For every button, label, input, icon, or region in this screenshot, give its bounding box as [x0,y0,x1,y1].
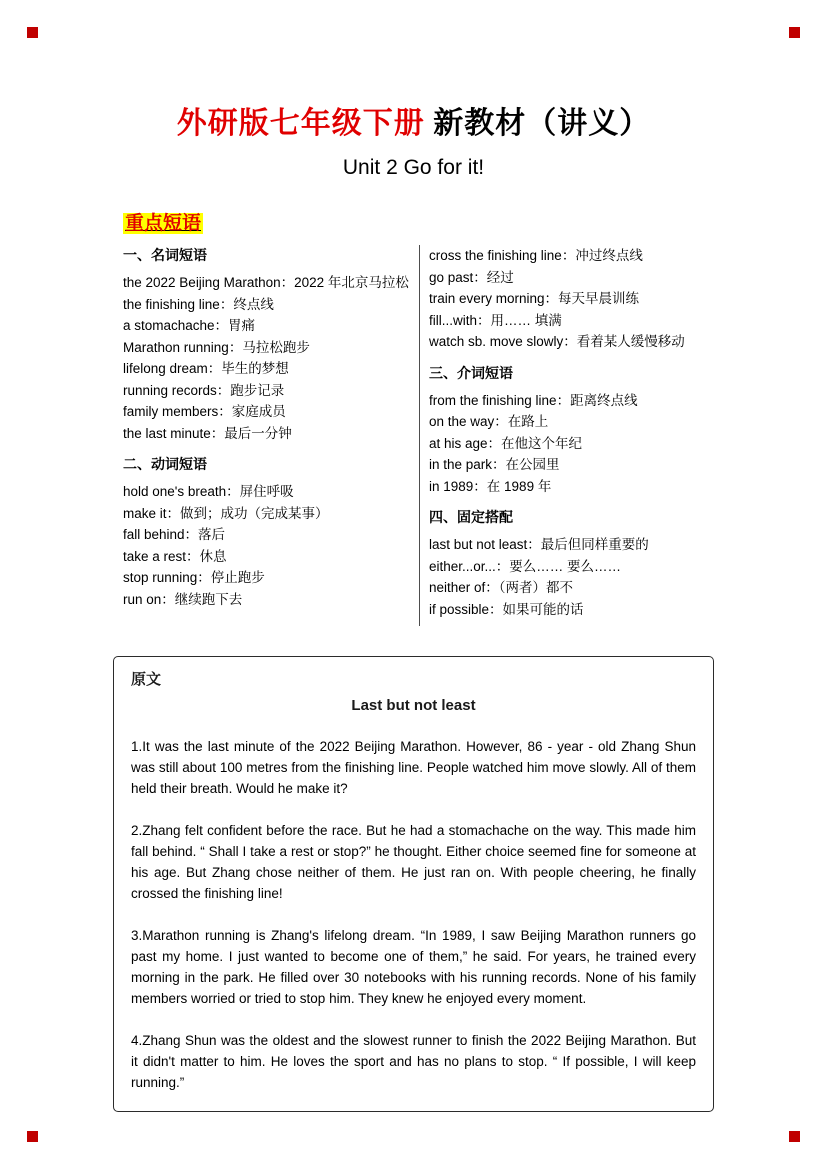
phrase-group-noun [123,245,409,444]
phrase-group-verb [123,454,409,610]
phrase-group-title: 一、名词短语 [123,247,207,263]
phrase-item: make it：做到；成功（完成某事） [123,505,329,521]
phrase-item: lifelong dream：毕生的梦想 [123,361,289,376]
phrase-group-fixed-collocation [429,507,715,620]
phrase-group-verb-continued [429,245,715,353]
phrases-right-column [420,245,715,626]
corner-mark-top-left [27,27,38,38]
phrase-item: fall behind：落后 [123,527,226,542]
phrase-item: run on：继续跑下去 [123,591,243,607]
passage-paragraph: 1.It was the last minute of the 2022 Beijing Marathon. However, 86 - year - old Zhang Shun was still about 100 metres from the finishing line. People watched him move slowly. All of them held their breath. Would he make it? [131,739,696,796]
phrase-item: running records：跑步记录 [123,382,285,398]
phrase-item: neither of：（两者）都不 [429,580,574,595]
phrase-columns [123,245,715,626]
phrase-item: on the way：在路上 [429,414,549,429]
phrase-item: in 1989：在 1989 年 [429,478,552,494]
corner-mark-bottom-right [789,1131,800,1142]
phrase-item: family members：家庭成员 [123,404,286,419]
passage-label: 原文 [131,671,162,688]
phrases-left-column [123,245,419,626]
phrase-item: at his age：在他这个年纪 [429,435,583,451]
corner-mark-bottom-left [27,1131,38,1142]
phrase-item: train every morning：每天早晨训练 [429,291,640,306]
title-black-part: 新教材（讲义） [424,107,651,140]
key-phrases-heading [123,208,827,235]
phrase-item: the finishing line：终点线 [123,296,274,312]
phrase-item: take a rest：休息 [123,548,227,564]
phrase-item: stop running：停止跑步 [123,570,265,585]
phrase-item: Marathon running：马拉松跑步 [123,339,310,355]
phrase-item: a stomachache：胃痛 [123,318,256,333]
phrase-item: last but not least：最后但同样重要的 [429,537,649,552]
phrase-item: fill...with：用…… 填满 [429,312,562,328]
phrase-item: watch sb. move slowly：看着某人缓慢移动 [429,334,685,349]
unit-subtitle: Unit 2 Go for it! [342,156,485,179]
phrase-item: from the finishing line：距离终点线 [429,392,638,408]
phrase-group-title: 三、介词短语 [429,364,513,381]
phrase-item: if possible：如果可能的话 [429,601,584,617]
phrase-item: in the park：在公园里 [429,457,560,472]
phrase-item: hold one's breath：屏住呼吸 [123,484,294,499]
passage-paragraph: 4.Zhang Shun was the oldest and the slowest runner to finish the 2022 Beijing Marathon. But it didn't matter to him. He loves the sport and has no plans to stop. “ If possible, I will keep running.” [131,1033,696,1090]
phrase-item: cross the finishing line：冲过终点线 [429,248,643,263]
passage-paragraph: 2.Zhang felt confident before the race. But he had a stomachache on the way. This made him fall behind. “ Shall I take a rest or stop?” he thought. Either choice seemed fine for someone at his age. But Zhang chose neither of them. He just ran on. With people cheering, he finally crossed the finishing line! [131,823,696,901]
corner-mark-top-right [789,27,800,38]
phrase-item: either...or...：要么…… 要么…… [429,558,622,574]
phrase-group-preposition [429,363,715,498]
document-title [0,98,827,142]
phrase-group-title: 四、固定搭配 [429,509,513,525]
phrase-item: the last minute：最后一分钟 [123,425,292,441]
phrase-item: the 2022 Beijing Marathon：2022 年北京马拉松 [123,275,409,290]
passage-box [113,656,714,1112]
title-red-part: 外研版七年级下册 [176,107,425,140]
passage-paragraph: 3.Marathon running is Zhang's lifelong dream. “In 1989, I saw Beijing Marathon runners go past my home. I just wanted to become one of them,” he said. For years, he trained every morning in the park. He filled over 30 notebooks with his running records. None of his family members worried or tried to stop him. They knew he enjoyed every moment. [131,928,696,1006]
key-phrases-heading-text: 重点短语 [125,213,202,234]
passage-title: Last but not least [351,697,476,714]
phrase-group-title: 二、动词短语 [123,456,207,472]
phrase-item: go past：经过 [429,269,514,285]
